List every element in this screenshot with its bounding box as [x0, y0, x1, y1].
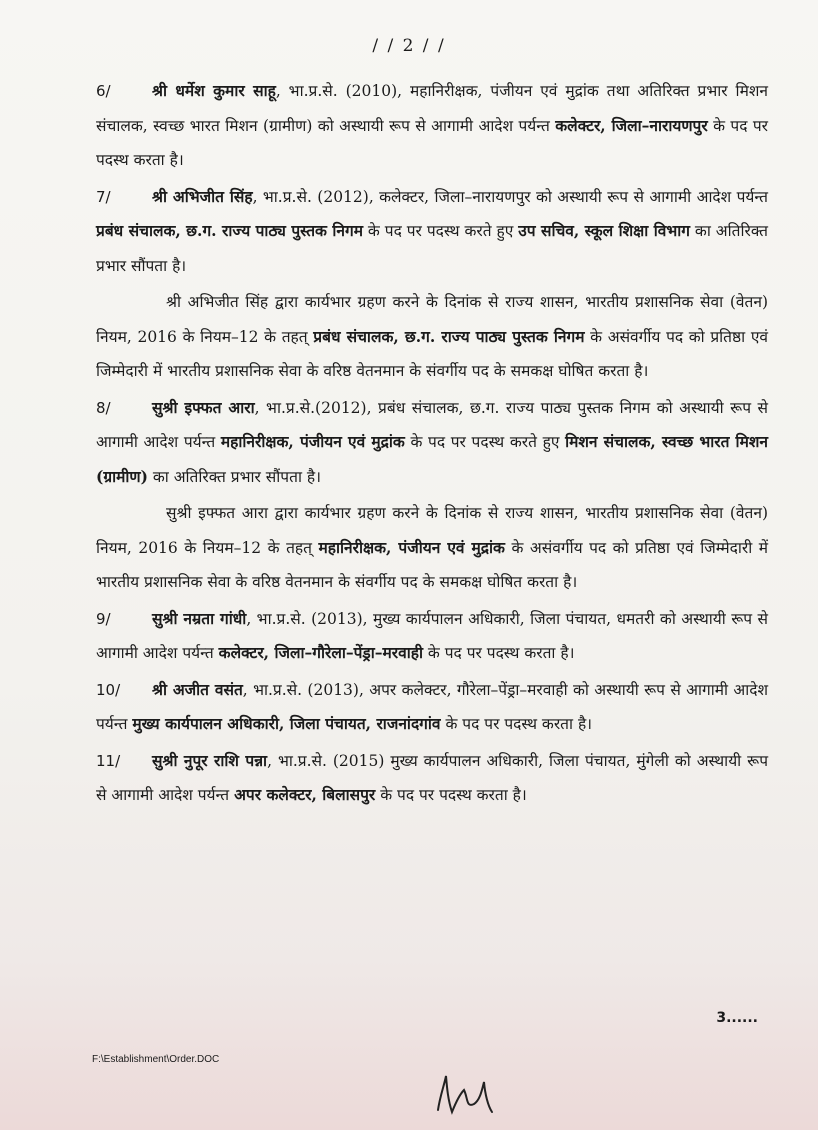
bold-text: उप सचिव, स्कूल शिक्षा विभाग [518, 221, 690, 240]
continuation-marker: 3...... [716, 1010, 758, 1026]
order-item-number: 6/ [96, 82, 111, 100]
bold-text: महानिरीक्षक, पंजीयन एवं मुद्रांक [318, 537, 505, 557]
order-item-note [96, 285, 768, 389]
body-text: के पद पर पदस्थ करता है। [96, 116, 768, 169]
order-item-number: 7/ [96, 187, 111, 206]
bold-text: सुश्री नम्रता गांधी [152, 608, 247, 628]
order-item-number: 8/ [96, 398, 111, 417]
order-item [96, 602, 768, 671]
body-text: का अतिरिक्त प्रभार सौंपता है। [96, 222, 768, 275]
order-item-number: 9/ [96, 609, 111, 628]
bold-text: मुख्य कार्यपालन अधिकारी, जिला पंचायत, राजनांदगांव [132, 714, 441, 733]
body-text: के पद पर पदस्थ करते हुए [362, 222, 519, 240]
order-item-number: 10/ [96, 680, 121, 699]
order-item [96, 744, 768, 813]
body-text: , भा.प्र.से. (2013), मुख्य कार्यपालन अधिकारी, जिला पंचायत, धमतरी को अस्थायी रूप से आगामी आदेश पर्यन्त [96, 609, 768, 662]
bold-text: सुश्री नुपूर राशि पन्ना [152, 750, 268, 770]
bold-text: प्रबंध संचालक, छ.ग. राज्य पाठ्य पुस्तक निगम [96, 221, 363, 240]
bold-text: कलेक्टर, जिला–नारायणपुर [555, 115, 708, 135]
order-item [96, 673, 768, 742]
body-text: , भा.प्र.से. (2015) मुख्य कार्यपालन अधिकारी, जिला पंचायत, मुंगेली को अस्थायी रूप से आगामी आदेश पर्यन्त [96, 751, 769, 804]
body-text: श्री अभिजीत सिंह द्वारा कार्यभार ग्रहण करने के दिनांक से राज्य शासन, भारतीय प्रशासनिक सेवा (वेतन) नियम, 2016 के नियम–12 के तहत् [96, 293, 768, 346]
order-item [96, 74, 768, 178]
body-text: , भा.प्र.से. (2010), महानिरीक्षक, पंजीयन एवं मुद्रांक तथा अतिरिक्त प्रभार मिशन संचालक, स्वच्छ भारत मिशन (ग्रामीण) को अस्थायी रूप से आगामी आदेश पर्यन्त [96, 82, 768, 135]
bold-text: प्रबंध संचालक, छ.ग. राज्य पाठ्य पुस्तक निगम [313, 326, 585, 346]
bold-text: श्री अभिजीत सिंह [152, 186, 253, 206]
body-text: के पद पर पदस्थ करता है। [422, 644, 575, 662]
order-item-note [96, 496, 768, 600]
body-text: का अतिरिक्त प्रभार सौंपता है। [147, 467, 321, 486]
body-text: के पद पर पदस्थ करता है। [440, 715, 593, 733]
bold-text: अपर कलेक्टर, बिलासपुर [234, 785, 376, 804]
bold-text: श्री धर्मेश कुमार साहू [152, 81, 276, 100]
body-text: के असंवर्गीय पद को प्रतिष्ठा एवं जिम्मेदारी में भारतीय प्रशासनिक सेवा के वरिष्ठ वेतनमान के संवर्गीय पद के समकक्ष घोषित करता है। [96, 327, 769, 380]
body-text: के पद पर पदस्थ करते हुए [404, 433, 566, 451]
bold-text: कलेक्टर, जिला–गौरेला–पेंड्रा–मरवाही [218, 643, 423, 662]
page-number: / / 2 / / [372, 36, 446, 56]
order-item-number: 11/ [96, 751, 121, 770]
order-entries [96, 72, 768, 813]
bold-text: महानिरीक्षक, पंजीयन एवं मुद्रांक [220, 432, 405, 451]
body-text: , भा.प्र.से. (2013), अपर कलेक्टर, गौरेला–पेंड्रा–मरवाही को अस्थायी रूप से आगामी आदेश पर्यन्त [96, 680, 768, 733]
body-text: के असंवर्गीय पद को प्रतिष्ठा एवं जिम्मेदारी में भारतीय प्रशासनिक सेवा के वरिष्ठ वेतनमान के संवर्गीय पद के समकक्ष घोषित करता है। [96, 538, 769, 591]
bold-text: मिशन संचालक, स्वच्छ भारत मिशन (ग्रामीण) [96, 432, 768, 486]
order-item [96, 391, 768, 495]
body-text: सुश्री इफ्फत आरा द्वारा कार्यभार ग्रहण करने के दिनांक से राज्य शासन, भारतीय प्रशासनिक सेवा (वेतन) नियम, 2016 के नियम–12 के तहत् [96, 504, 768, 557]
file-path: F:\Establishment\Order.DOC [92, 1054, 220, 1065]
order-item [96, 180, 768, 284]
body-text: , भा.प्र.से.(2012), प्रबंध संचालक, छ.ग. राज्य पाठ्य पुस्तक निगम को अस्थायी रूप से आगामी आदेश पर्यन्त [96, 398, 768, 451]
body-text: के पद पर पदस्थ करता है। [375, 786, 527, 804]
bold-text: श्री अजीत वसंत [152, 679, 243, 699]
bold-text: सुश्री इफ्फत आरा [152, 397, 255, 417]
signature-image [430, 1068, 500, 1118]
body-text: , भा.प्र.से. (2012), कलेक्टर, जिला–नारायणपुर को अस्थायी रूप से आगामी आदेश पर्यन्त [252, 187, 769, 206]
